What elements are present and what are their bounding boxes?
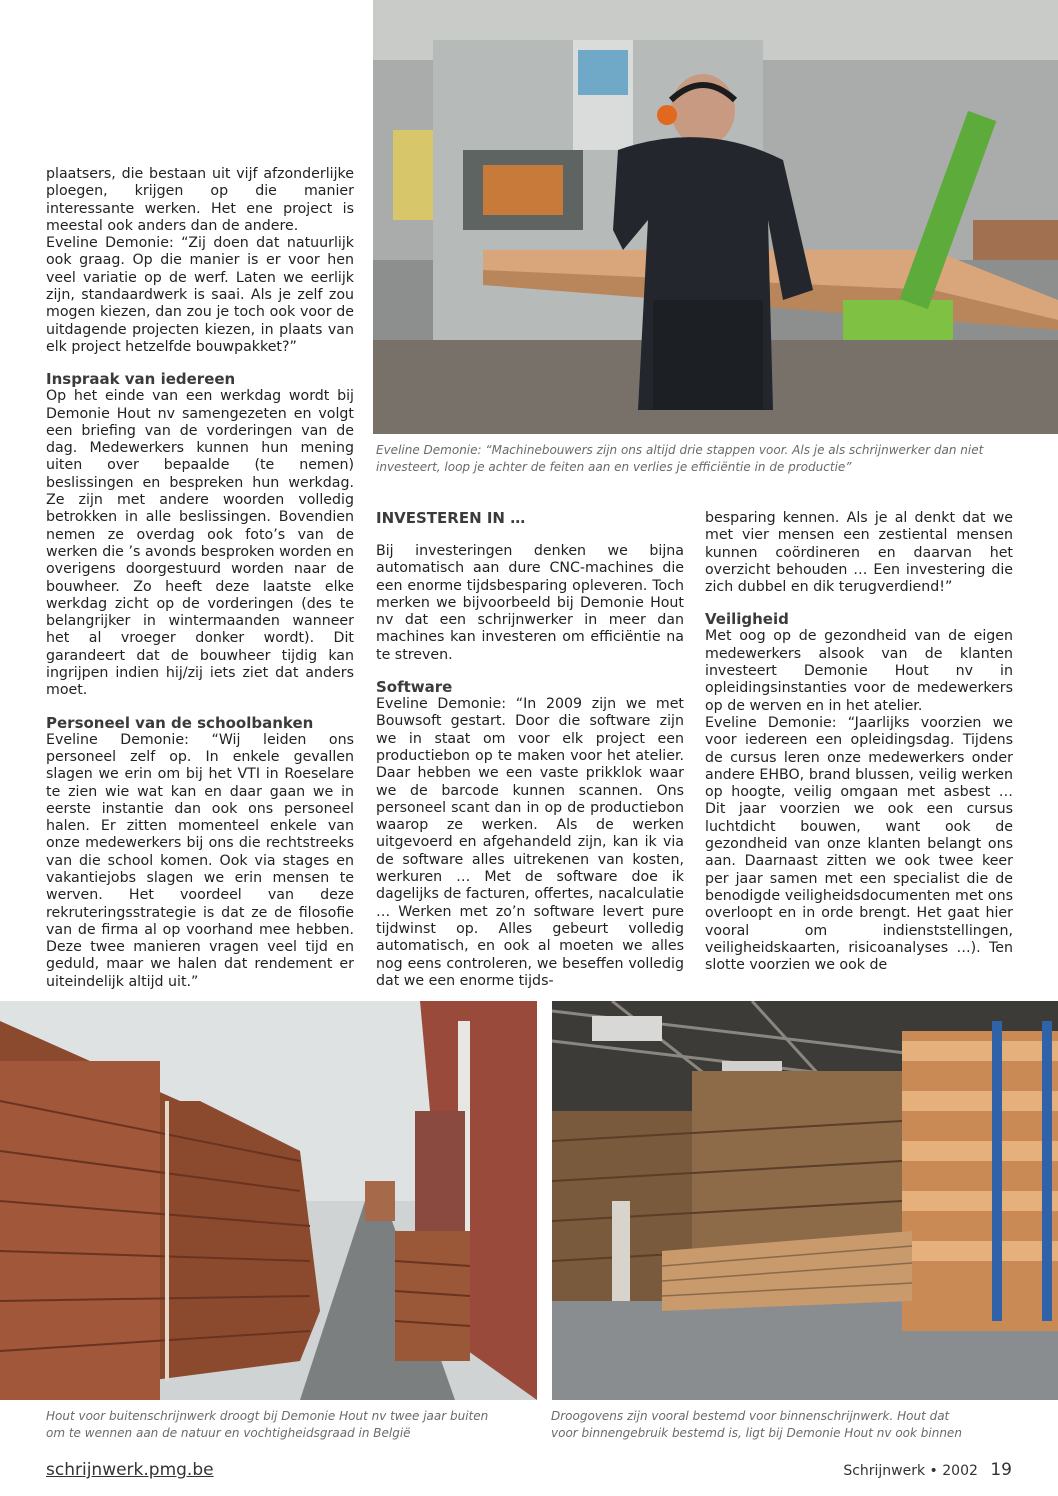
- heading-software: Software: [376, 678, 453, 697]
- magazine-issue: Schrijnwerk • 2002: [843, 1463, 978, 1479]
- photo-cnc-machine: [373, 0, 1058, 434]
- heading-investeren: INVESTEREN IN …: [376, 509, 526, 527]
- personeel-paragraph: Eveline Demonie: “Wij leiden ons personeel zelf op. In enkele gevallen slagen we erin om bij het VTI in Roeselare te zien wie wat kan en daar gaan we in eerste instantie dan ook ons personeel halen. Er zitten momenteel enkele van onze medewerkers bij ons die rechtstreeks van die school komen. Ook via stages en vakantiejobs slagen we erin mensen te werven. Het voordeel van deze rekruteringsstrategie is dat ze de filosofie van de firma al op voorhand mee hebben. Deze twee manieren vragen veel tijd en geduld, maar we halen dat rendement er uiteindelijk altijd uit.”: [46, 731, 354, 990]
- photo-outdoor-timber: [0, 1001, 537, 1400]
- quote-paragraph-1: Eveline Demonie: “Zij doen dat natuurlijk ook graag. Op die manier is er voor hen veel variatie op de werf. Laten we eerlijk zijn, standaardwerk is saai. Als je zelf zou mogen kiezen, dan zou je toch ook voor de uitdagende projecten kiezen, in plaats van elk project hetzelfde bouwpakket?”: [46, 235, 354, 355]
- caption-top-photo: Eveline Demonie: “Machinebouwers zijn ons altijd drie stappen voor. Als je als schrijnwerker dan niet investeert, loop je achter de feiten aan en verlies je efficiëntie in de productie”: [376, 443, 984, 474]
- heading-personeel: Personeel van de schoolbanken: [46, 713, 314, 732]
- continued-paragraph: besparing kennen. Als je al denkt dat we met vier mensen een zestiental mensen kunnen coördineren en daarvan het overzicht behouden … Een investering die zich dubbel en dik terugverdiend!”: [705, 510, 1013, 596]
- website-link[interactable]: schrijnwerk.pmg.be: [46, 1460, 214, 1480]
- intro-paragraph: plaatsers, die bestaan uit vijf afzonderlijke ploegen, krijgen op die manier interessante werken. Het ene project is meestal ook anders dan de andere.: [46, 166, 354, 234]
- quote-paragraph-2: Eveline Demonie: “Jaarlijks voorzien we voor iedereen een opleidingsdag. Tijdens de cursus leren onze medewerkers onder andere EHBO, brand blussen, veilig werken op hoogte, veilig omgaan met asbest … Dit jaar voorzien we ook een cursus luchtdicht bouwen, want ook de gezondheid van onze klanten belangt ons aan. Daarnaast zitten we ook twee keer per jaar samen met een specialist die de benodigde veiligheidsdocumenten met ons overloopt en in orde brengt. Het gaat hier vooral om indienststellingen, veiligheidskaarten, risicoanalyses …). Ten slotte voorzien we ook de: [705, 714, 1013, 974]
- column-2: [376, 509, 684, 990]
- column-1: [46, 166, 354, 991]
- caption-bottom-left: Hout voor buitenschrijnwerk droogt bij Demonie Hout nv twee jaar buiten om te wennen aan de natuur en vochtigheidsgraad in België: [46, 1409, 489, 1440]
- heading-veiligheid: Veiligheid: [705, 610, 789, 629]
- photo-indoor-warehouse: [552, 1001, 1058, 1400]
- veiligheid-paragraph: Met oog op de gezondheid van de eigen medewerkers alsook van de klanten investeert Demonie Hout nv in opleidingsinstanties voor de medewerkers op de werven en in het atelier.: [705, 628, 1013, 714]
- software-paragraph: Eveline Demonie: “In 2009 zijn we met Bouwsoft gestart. Door die software zijn we in staat om voor elk project een productiebon op te maken voor het atelier. Daar hebben we een vaste prikklok waar we de barcode kunnen scannen. Ons personeel scant dan in op de productiebon waarop ze werken. Als de werken uitgevoerd en afgehandeld zijn, kan ik via de software alles uitrekenen van kosten, werkuren … Met de software doe ik dagelijks de facturen, offertes, nacalculatie … Werken met zo’n software levert pure tijdwinst op. Alles gebeurt volledig automatisch, en ook al moeten we alles nog eens controleren, we beseffen volledig dat we een enorme tijds-: [376, 696, 684, 989]
- investeren-paragraph: Bij investeringen denken we bijna automatisch aan dure CNC-machines die een enorme tijdsbesparing opleveren. Toch merken we bijvoorbeeld bij Demonie Hout nv dat een schrijnwerker in meer dan machines kan investeren om efficiëntie na te streven.: [376, 543, 684, 663]
- caption-bottom-right: Droogovens zijn vooral bestemd voor binnenschrijnwerk. Hout dat voor binnengebruik bestemd is, ligt bij Demonie Hout nv ook binnen: [551, 1409, 962, 1440]
- page-number: 19: [990, 1460, 1012, 1480]
- column-3: [705, 510, 1013, 974]
- heading-inspraak: Inspraak van iedereen: [46, 370, 236, 389]
- inspraak-paragraph: Op het einde van een werkdag wordt bij Demonie Hout nv samengezeten en volgt een briefing van de vorderingen van de dag. Medewerkers kunnen hun mening uiten over bepaalde (te nemen) beslissingen en bespreken hun werkdag. Ze zijn met andere woorden volledig betrokken in alle beslissingen. Bovendien nemen ze overdag ook foto’s van de werken die ’s avonds besproken worden en overigens doorgestuurd worden naar de bouwheer. Zo heeft deze laatste elke werkdag zicht op de vorderingen (des te belangrijker in wintermaanden wanneer het al vroeger donker wordt). Dit garandeert dat de bouwheer tijdig kan ingrijpen indien hij/zij iets ziet dat anders moet.: [46, 388, 354, 699]
- footer-info: [843, 1460, 1012, 1480]
